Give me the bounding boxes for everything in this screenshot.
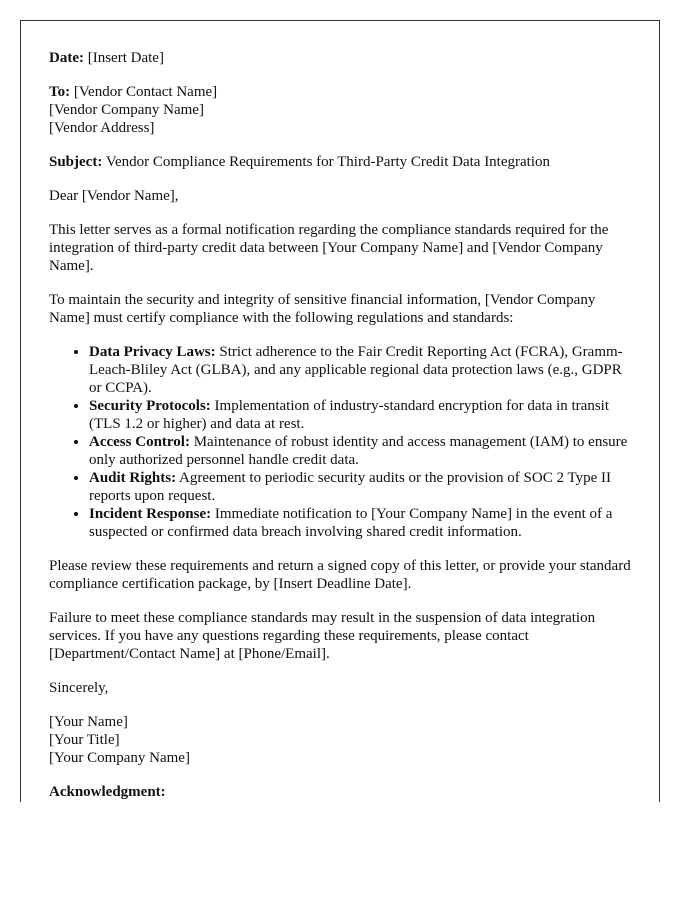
acknowledgment-heading: Acknowledgment: [49,784,166,800]
list-item: • Access Control: Maintenance of robust identity and access management (IAM) to ensure only authorized personnel handle credit data. [89,433,631,469]
date-line: Date: [Insert Date] [49,50,164,66]
requirements-list [49,343,631,541]
list-item: • Audit Rights: Agreement to periodic security audits or the provision of SOC 2 Type II reports upon request. [89,469,631,505]
list-item: • Incident Response: Immediate notification to [Your Company Name] in the event of a suspected or confirmed data breach involving shared credit information. [89,505,631,541]
signoff: Sincerely, [49,680,109,696]
letter-page [20,20,660,802]
list-item: • Security Protocols: Implementation of industry-standard encryption for data in transit (TLS 1.2 or higher) and data at rest. [89,397,631,433]
salutation: Dear [Vendor Name], [49,188,179,204]
recipient-block: To: [Vendor Contact Name] [Vendor Company Name] [Vendor Address] [49,84,218,136]
list-item: • Data Privacy Laws: Strict adherence to the Fair Credit Reporting Act (FCRA), Gramm-Leach-Bliley Act (GLBA), and any applicable regional data protection laws (e.g., GDPR or CCPA). [89,343,631,397]
body-paragraph: This letter serves as a formal notification regarding the compliance standards required for the integration of third-party credit data between [Your Company Name] and [Vendor Company Name]. [49,222,609,274]
subject-line: Subject: Vendor Compliance Requirements for Third-Party Credit Data Integration [49,154,550,170]
body-paragraph: To maintain the security and integrity of sensitive financial information, [Vendor Company Name] must certify compliance with the following regulations and standards: [49,292,596,326]
body-paragraph: Failure to meet these compliance standards may result in the suspension of data integration services. If you have any questions regarding these requirements, please contact [Department/Contact Name] at [Phone/Email]. [49,610,596,662]
signature-block: [Your Name] [Your Title] [Your Company Name] [49,714,190,766]
body-paragraph: Please review these requirements and return a signed copy of this letter, or provide your standard compliance certification package, by [Insert Deadline Date]. [49,558,631,592]
